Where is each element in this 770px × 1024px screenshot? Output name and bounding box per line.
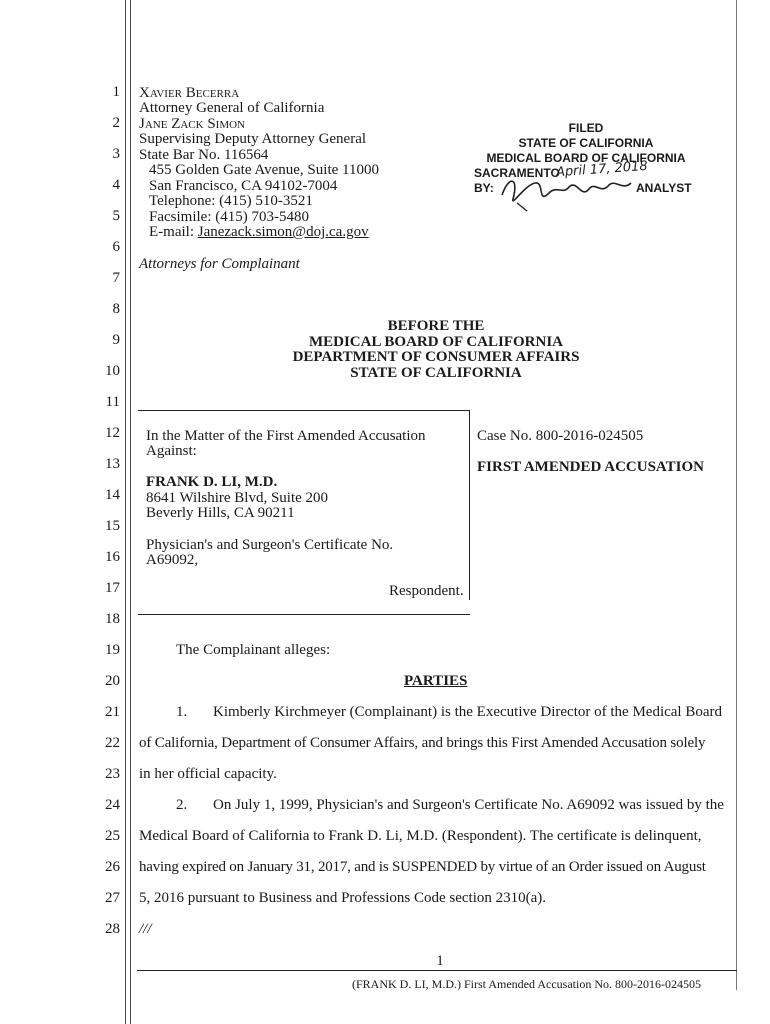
section-heading-parties: PARTIES: [404, 673, 468, 689]
respondent-label: Respondent.: [389, 583, 464, 599]
line-number: 21: [105, 704, 120, 720]
left-margin-rule-inner: [130, 0, 131, 1024]
respondent-address-2: Beverly Hills, CA 90211: [146, 505, 295, 521]
paragraph-2-line-1: On July 1, 1999, Physician's and Surgeon's Certificate No. A69092 was issued by the: [213, 797, 724, 813]
email-link[interactable]: Janezack.simon@doj.ca.gov: [197, 224, 369, 240]
line-number: 22: [105, 735, 120, 751]
stamp-city: SACRAMENTO: [474, 166, 560, 180]
line-number: 11: [105, 394, 120, 410]
line-number: 10: [105, 363, 120, 379]
line-number: 9: [112, 332, 120, 348]
line-number: 6: [112, 239, 120, 255]
line-number: 3: [112, 146, 120, 162]
line-number: 14: [105, 487, 120, 503]
caption-right-border: [469, 410, 470, 600]
state-bar-number: State Bar No. 116564: [139, 147, 269, 163]
signature-scribble: [497, 165, 637, 215]
heading-state: STATE OF CALIFORNIA: [350, 365, 522, 381]
address-line-1: 455 Golden Gate Avenue, Suite 11000: [149, 162, 379, 178]
line-number: 18: [105, 611, 120, 627]
respondent-name: FRANK D. LI, M.D.: [146, 474, 278, 490]
deputy-title: Supervising Deputy Attorney General: [139, 131, 367, 147]
line-number: 16: [105, 549, 120, 565]
paragraph-2-line-2: Medical Board of California to Frank D. Li, M.D. (Respondent). The certificate is delinquent,: [139, 828, 702, 844]
line-number: 17: [105, 580, 120, 596]
line-number: 1: [112, 84, 120, 100]
complainant-alleges: The Complainant alleges:: [176, 642, 331, 658]
line-number: 4: [112, 177, 120, 193]
email-label: E-mail:: [149, 224, 198, 240]
line-number: 13: [105, 456, 120, 472]
footer-caption: (FRANK D. LI, M.D.) First Amended Accusation No. 800-2016-024505: [352, 977, 701, 991]
page-number: 1: [436, 953, 444, 969]
line-number: 27: [105, 890, 120, 906]
deputy-name: Jane Zack Simon: [139, 116, 246, 132]
case-number: Case No. 800-2016-024505: [477, 428, 644, 444]
line-number: 24: [105, 797, 120, 813]
respondent-address-1: 8641 Wilshire Blvd, Suite 200: [146, 490, 329, 506]
stamp-handwritten-date: April 17, 2018: [555, 158, 649, 181]
paragraph-1-line-1: Kimberly Kirchmeyer (Complainant) is the Executive Director of the Medical Board: [213, 704, 722, 720]
left-margin-rule: [125, 0, 126, 1024]
address-line-2: San Francisco, CA 94102-7004: [149, 178, 338, 194]
stamp-board: MEDICAL BOARD OF CALIFORNIA: [486, 151, 686, 165]
line-number: 8: [112, 301, 120, 317]
telephone: Telephone: (415) 510-3521: [149, 193, 313, 209]
line-number: 25: [105, 828, 120, 844]
paragraph-1-number: 1.: [176, 704, 188, 720]
right-margin-rule: [736, 0, 737, 990]
paragraph-2-number: 2.: [176, 797, 188, 813]
line-number: 15: [105, 518, 120, 534]
paragraph-1-line-2: of California, Department of Consumer Affairs, and brings this First Amended Accusation solely: [139, 735, 706, 751]
facsimile: Facsimile: (415) 703-5480: [149, 209, 309, 225]
line-number: 23: [105, 766, 120, 782]
line-number: 20: [105, 673, 120, 689]
paragraph-2-line-4: 5, 2016 pursuant to Business and Professions Code section 2310(a).: [139, 890, 547, 906]
heading-before-the: BEFORE THE: [387, 318, 485, 334]
footer-rule: [137, 970, 737, 971]
line-number: 7: [112, 270, 120, 286]
stamp-analyst: ANALYST: [636, 181, 692, 195]
line-number: 19: [105, 642, 120, 658]
stamp-filed: FILED: [568, 121, 604, 135]
stamp-state: STATE OF CALIFORNIA: [518, 136, 654, 150]
matter-line-2: Against:: [146, 443, 197, 459]
paragraph-2-line-3: having expired on January 31, 2017, and is SUSPENDED by virtue of an Order issued on August: [139, 859, 706, 875]
attorney-general-title: Attorney General of California: [139, 100, 325, 116]
line-number: 26: [105, 859, 120, 875]
attorney-general-name: Xavier Becerra: [139, 85, 240, 101]
heading-department: DEPARTMENT OF CONSUMER AFFAIRS: [292, 349, 580, 365]
stamp-by: BY:: [474, 181, 494, 195]
line-number: 12: [105, 425, 120, 441]
caption-top-border: [138, 410, 470, 411]
email-line: [149, 224, 369, 240]
line-number: 5: [112, 208, 120, 224]
document-title: FIRST AMENDED ACCUSATION: [477, 459, 704, 475]
line-number: 28: [105, 921, 120, 937]
paragraph-1-line-3: in her official capacity.: [139, 766, 277, 782]
certificate-line-2: A69092,: [146, 552, 199, 568]
caption-bottom-border: [138, 614, 470, 615]
attorneys-for: Attorneys for Complainant: [139, 256, 300, 272]
heading-board: MEDICAL BOARD OF CALIFORNIA: [308, 334, 564, 350]
certificate-line-1: Physician's and Surgeon's Certificate No.: [146, 537, 394, 553]
continuation-marks: ///: [139, 921, 152, 937]
line-number: 2: [112, 115, 120, 131]
matter-line-1: In the Matter of the First Amended Accusation: [146, 428, 426, 444]
